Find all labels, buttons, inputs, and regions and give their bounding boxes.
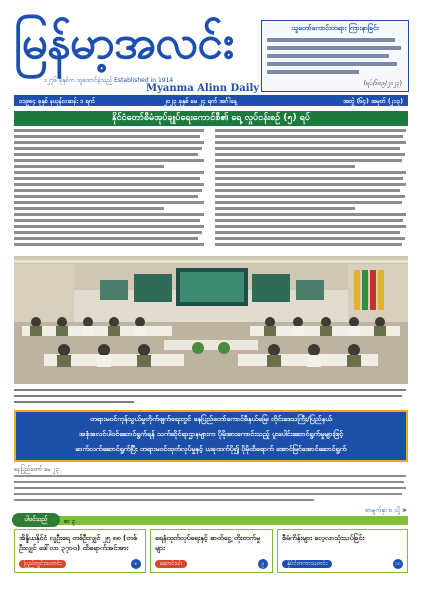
text-line (14, 237, 198, 240)
notice-text-line (267, 38, 395, 42)
text-line (14, 207, 164, 210)
feature-box[interactable] (14, 529, 146, 573)
text-line (215, 201, 402, 204)
feature-title: ရေနံထုတ်လုပ်ရေးနှင့် ဓာတ်ငွေ့ တိုးတက်မှုများ (155, 534, 261, 552)
dateline: နေပြည်တော် မေ ၂၃ (14, 466, 59, 473)
text-line (215, 231, 400, 234)
established-line: ၁၂၇၆ ခုနှစ်က ထူထောင်ခဲ့သည် Established in 1914 (44, 77, 174, 84)
contents-page-label: စာ ၃ (64, 518, 76, 525)
text-line (14, 189, 202, 192)
text-line (215, 171, 406, 174)
feature-box[interactable] (150, 529, 273, 573)
text-line (14, 225, 204, 228)
notice-text-line (267, 46, 401, 50)
text-line (14, 177, 200, 180)
continued-link[interactable]: စာမျက်နှာ ၈ သို့ ➤ (365, 507, 407, 514)
text-line (14, 183, 204, 186)
feature-title: အိန္ဒိယနိုင်ငံ လူဦးရေ တစ်ဦးလျှင် ၂၅ ၈၈ (တစ်ဦးလျှင် ဒေါ်လာ ၃၇၁၀) ထိရောက်အင်အား (19, 534, 138, 552)
text-line (215, 219, 403, 222)
meeting-photo (14, 256, 408, 384)
text-line (14, 159, 204, 162)
text-line (14, 141, 204, 144)
gregorian-date: ၂၀၂၃ ခုနှစ် မေ ၂၄ ရက် အင်္ဂါနေ့ (164, 98, 238, 105)
text-line (215, 159, 402, 162)
main-article-text (14, 473, 408, 505)
text-line (215, 165, 355, 168)
text-line (215, 237, 405, 240)
text-line (215, 213, 406, 216)
text-line (215, 153, 405, 156)
text-line (14, 231, 202, 234)
masthead (14, 15, 260, 94)
text-line (14, 147, 202, 150)
notice-text-line (267, 54, 389, 58)
feature-box[interactable] (277, 529, 408, 573)
photo-caption (14, 386, 408, 408)
text-line (215, 189, 400, 192)
feature-section-tag: နိုင်ငံတကာသတင်း (282, 560, 332, 568)
text-line (14, 135, 200, 138)
text-line (215, 183, 406, 186)
feature-section-tag: ပြည်တွင်းသတင်း (19, 560, 66, 568)
notice-heading: သူတော်ကောင်းတရား ကြားနာခြင်း (291, 24, 379, 32)
text-line (215, 129, 406, 132)
feature-boxes (14, 529, 408, 573)
text-line (14, 219, 200, 222)
text-line (14, 195, 198, 198)
text-line (215, 243, 402, 246)
contents-bar (14, 516, 408, 525)
feature-page-number: ၁၀ (393, 559, 403, 569)
article-column-right (215, 129, 408, 252)
masthead-title: မြန်မာ့အလင်း (14, 15, 234, 69)
text-line (215, 147, 400, 150)
notice-date: (ရုပ်/၆၈၉/၂၀၂၃) (363, 80, 402, 87)
text-line (215, 135, 403, 138)
article-column-left (14, 129, 206, 252)
date-bar (14, 95, 408, 106)
text-line (14, 201, 204, 204)
headline-banner: နိုင်ငံတော်စီမံအုပ်ချုပ်ရေးကောင်စီ၏ ရေ့ လှုပ်ငန်းစဉ် (၅) ရပ် (14, 111, 408, 126)
feature-title: စီမံကိန်းများ လေ့လာသုံးသပ်ခြင်း (282, 534, 365, 542)
notice-text-line (267, 62, 397, 66)
notice-box (261, 20, 409, 92)
text-line (14, 129, 204, 132)
meeting-photo-graphic (14, 256, 408, 384)
notice-text-line (267, 70, 359, 74)
text-line (14, 171, 204, 174)
text-line (14, 243, 204, 246)
photo-caption-text (14, 386, 408, 408)
article-text-lines (14, 473, 408, 505)
text-line (215, 207, 355, 210)
english-title: Myanma Alinn Daily (146, 83, 260, 94)
campaign-line-2: အစုံအလင်ပါဝင်ဆောင်ရွက်ရန် သက်ဆိုင်ရာဌာနများက ပိုမိုအားကောင်းသည့် ပူးပေါင်းဆောင်ရွက်မှုများဖြင့် (78, 430, 344, 438)
feature-section-tag: ဆောင်းပါး (155, 560, 187, 568)
feature-page-number: ၈ (131, 559, 141, 569)
text-line (14, 153, 198, 156)
campaign-line-3: ဆက်လက်ဆောင်ရွက်ပြီး တရားမဝင်ထုတ်လုပ်မှုနှင့် ယခုထက်ပို၍ ပိုမိုထိရောက် အောင်မြင်အောင်ဆောင်ရွက် (75, 445, 347, 453)
text-line (215, 141, 406, 144)
text-line (215, 177, 403, 180)
text-line (215, 195, 405, 198)
text-line (14, 213, 204, 216)
lunar-date: ၁၁၉၈၄ ခုနှစ် နယုန်လဆန်း ၁ ရက် (19, 98, 95, 105)
campaign-line-1: တရားမဝင်ကုန်သွယ်မှုတိုက်ဖျက်ရေးတွင် နေပြည်တော်ကောင်စီနယ်မြေ၊ တိုင်းဒေသကြီး/ပြည်နယ် (89, 415, 333, 423)
contents-badge: ပါဝင်သည် (12, 513, 60, 527)
campaign-box (14, 410, 408, 462)
text-line (14, 165, 164, 168)
feature-page-number: ၉ (258, 559, 268, 569)
volume-number: အတွဲ (၆၄) အမှတ် (၂၁၃) (343, 98, 403, 105)
text-line (215, 225, 406, 228)
